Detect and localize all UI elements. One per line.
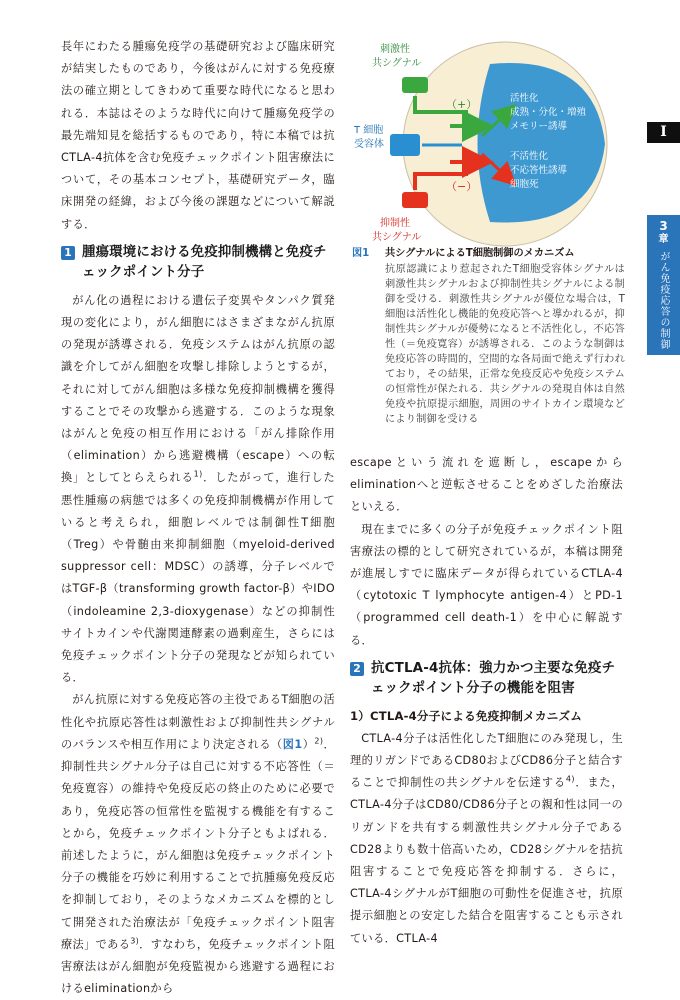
part-tab: I <box>647 122 680 143</box>
body-paragraph: escapeという流れを遮断し，escapeからeliminationへと逆転させることをめざした治療法といえる． <box>350 456 623 514</box>
inactivation-line2: 不応答性誘導 <box>510 165 568 176</box>
citation: 4) <box>565 774 575 784</box>
receptor-label-line1: T 細胞 <box>354 125 384 136</box>
stim-label-line2: 共シグナル <box>372 58 422 69</box>
left-column <box>61 36 335 1000</box>
section-title: 抗CTLA-4抗体：強力かつ主要な免疫チェックポイント分子の機能を阻害 <box>371 660 616 697</box>
right-column <box>350 452 623 950</box>
intro-paragraph: 長年にわたる腫瘍免疫学の基礎研究および臨床研究が結実したものであり，今後はがんに対する免疫療法の確立期としてきわめて重要な時代になると思われる．本誌はそのような時代に向けて腫瘍免疫学の最先端知見を総括するものであり，特に本稿では抗CTLA-4抗体を含む免疫チェックポイント阻害療法について，その基本コンセプト，基礎研究データ，臨床開発の経緯，および今後の課題などについて解説する． <box>61 40 335 231</box>
plus-label: （+） <box>446 98 478 111</box>
inactivation-line3: 細胞死 <box>510 179 539 190</box>
chapter-word: 章 <box>658 234 669 245</box>
citation: 1) <box>193 469 203 479</box>
activation-line3: メモリー誘導 <box>510 121 568 132</box>
body-paragraph: CTLA-4分子は活性化したT細胞にのみ発現し，生理的リガンドであるCD80およびCD86分子と結合することで抑制性の共シグナルを伝達する$^{4)}$．また，CTLA-4分子はCD80/CD86分子との親和性は同一のリガンドを共有する刺激性共シグナル分子であるCD28よりも数十倍高いため，CD28シグナルを拮抗阻害することで免疫応答を抑制する．さらに，CTLA-4シグナルがT細胞の可動性を促進させ，抗原提示細胞との安定した結合を阻害することも示されている．CTLA-4 <box>350 731 623 945</box>
citation: 2) <box>314 736 324 746</box>
chapter-tab <box>647 215 680 355</box>
activation-line2: 成熟・分化・増殖 <box>510 107 587 118</box>
stim-receptor-shape <box>402 77 428 93</box>
section-2-heading <box>350 659 623 700</box>
inhib-label-line2: 共シグナル <box>372 232 422 243</box>
body-paragraph: 現在までに多くの分子が免疫チェックポイント阻害療法の標的として研究されているが，本稿は開発が進展しすでに臨床データが得られているCTLA-4（cytotoxic T lymphocyte antigen-4）とPD-1（programmed cell death-1）を中心に解説する． <box>350 522 623 647</box>
minus-label: （−） <box>446 180 478 193</box>
body-paragraph: がん化の過程における遺伝子変異やタンパク質発現の変化により，がん細胞にはさまざまながん抗原の発現が誘導される．免疫システムはがん抗原の認識を介してがん細胞を攻撃し排除しようとするが，それに対してがん細胞は多様な免疫抑制機構を獲得することでその攻撃から逃避する．このような現象はがんと免疫の相互作用における「がん排除作用（elimination）から逃避機構（escape）への転換」としてとらえられる$^{1)}$．したがって，進行した悪性腫瘍の病態では多くの免疫抑制機構が作用していると考えられ，細胞レベルでは制御性T細胞（Treg）や骨髄由来抑制細胞（myeloid-derived suppressor cell：MDSC）の誘導，分子レベルではTGF-β（transforming growth factor-β）やIDO（indoleamine 2,3-dioxygenase）などの抑制性サイトカインや代謝関連酵素の過剰産生，さらには免疫チェックポイント分子の発現などが知られている． <box>61 293 336 685</box>
body-paragraph: がん抗原に対する免疫応答の主役であるT細胞の活性化や抗原応答性は刺激性および抑制性共シグナルのバランスや相互作用により決定される（図1）$^{2)}$．抑制性共シグナル分子は自己に対する不応答性（＝免疫寛容）の維持や免疫反応の終止のために必要であり，免疫応答の恒常性を監視する機能を有することから，免疫チェックポイント分子ともよばれる．前述したように，がん細胞は免疫チェックポイント分子の機能を巧妙に利用することで抗腫瘍免疫反応を抑制しており，そのようなメカニズムを標的として開発された治療法が「免疫チェックポイント阻害療法」である$^{3)}$．すなわち，免疫チェックポイント阻害療法はがん細胞が免疫監視から逃避する過程におけるeliminationから <box>61 693 335 996</box>
receptor-label-line2: 受容体 <box>354 139 384 150</box>
stim-label-line1: 刺激性 <box>380 44 410 55</box>
section-number-badge: 1 <box>61 246 75 260</box>
chapter-title: がん免疫応答の制御 <box>658 251 669 350</box>
citation: 3) <box>130 935 140 945</box>
inhib-receptor-shape <box>402 192 428 208</box>
caption-title: 共シグナルによるT細胞制御のメカニズム <box>385 248 575 259</box>
chapter-number: 3 <box>659 219 668 233</box>
section-number-badge: 2 <box>350 662 364 676</box>
caption-label: 図1 <box>352 248 370 259</box>
section-title: 腫瘍環境における免疫抑制機構と免疫チェックポイント分子 <box>82 244 327 281</box>
t-cell-receptor-shape <box>390 134 420 156</box>
inhib-label-line1: 抑制性 <box>380 218 410 229</box>
section-1-heading <box>61 243 335 284</box>
caption-body: 抗原認識により惹起されたT細胞受容体シグナルは刺激性共シグナルおよび抑制性共シグナルによる制御を受ける．刺激性共シグナルが優位な場合は，T細胞は活性化し機能的免疫応答へと導かれるが，抑制性共シグナルが優勢になると不活性化し，不応答性（＝免疫寛容）が誘導される．このような制御は免疫応答の時間的，空間的な各局面で絶えず行われており，その結果，正常な免疫反応や免疫システムの恒常性が保たれる．共シグナルの発現自体は自然免疫や抗原提示細胞，周囲のサイトカイン環境などにより制御を受ける <box>385 264 625 425</box>
figure-1-diagram <box>350 34 623 248</box>
inactivation-line1: 不活性化 <box>510 151 549 162</box>
subsection-heading: 1）CTLA-4分子による免疫抑制メカニズム <box>350 708 583 723</box>
activation-line1: 活性化 <box>510 93 539 104</box>
figure-reference-link[interactable]: 図1 <box>282 737 303 751</box>
